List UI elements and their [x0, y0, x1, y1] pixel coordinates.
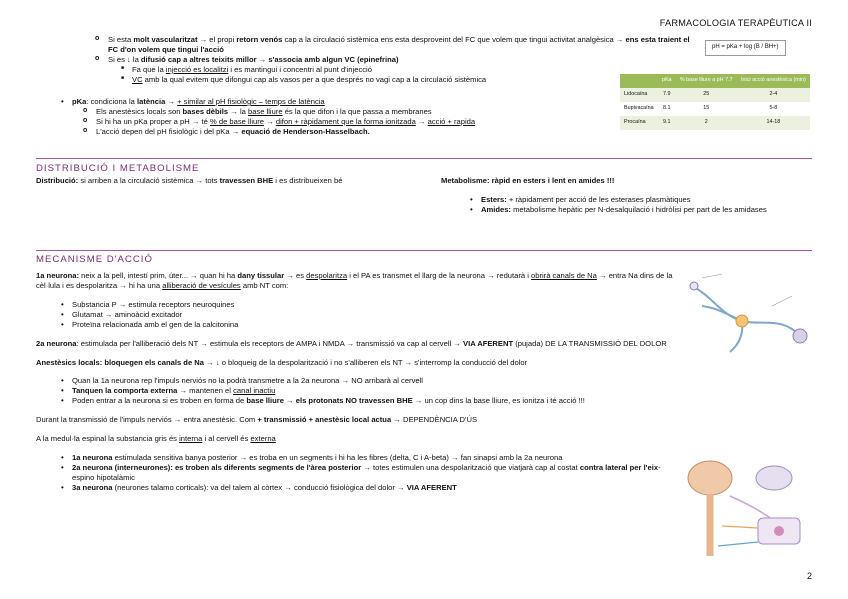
page-number: 2	[806, 571, 812, 582]
pka-table: pKa % base lliure a pH 7.7 Inici acció anestèsica (min) Lidocaïna 7.9 25 2-4 Bupivacaïna 8.1 15 5-8 Procaïna 9.1 2 14-18	[620, 74, 810, 130]
list-item: • 3a neurona (neurones talamo corticals): va del talem al còrtex → conducció fisiològica del dolor → VIA AFERENT	[72, 483, 662, 493]
paragraph-2a-neurona: 2a neurona: estimulada per l'alliberació dels NT → estimula els receptors de AMPA i NMDA → transmissió va cap al cervell → VIA AFERENT (pujada) DE LA TRANSMISSIÓ DEL DOLOR	[36, 339, 667, 349]
paragraph-medulla: A la medul·la espinal la substancia gris és interna i al cervell és externa	[36, 434, 276, 444]
mecanisme-text	[36, 271, 676, 493]
section-title-mecanisme: MECANISME D'ACCIÓ	[36, 254, 153, 265]
list-item: • 1a neurona estimulada sensitiva banya posterior → es troba en un segments i hi ha les fibres (delta, C i A-beta) → fan sinapsi amb la 2a neurona	[72, 453, 662, 463]
top-section	[108, 35, 698, 85]
distribucio-text: Distribució: si arriben a la circulació sistèmica → tots travessen BHE i es distribueixen bé	[36, 176, 343, 185]
brain-spinal-illustration	[682, 456, 812, 566]
bullet-esters: • Esters: + ràpidament per acció de les esterases plasmàtiques	[481, 195, 812, 205]
table-row: Procaïna 9.1 2 14-18	[620, 116, 810, 130]
list-item: • 2a neurona (interneurones): es troben als diferents segments de l'àrea posterior → totes estimulen una despolarització que viatjarà cap al costat contra lateral per l'eix- espino hipotalàmic	[72, 463, 662, 483]
bullet-pka-proper: o Si hi ha un pKa proper a pH → té % de base lliure → difon + ràpidament que la forma ionitzada → acció + rapida	[96, 117, 632, 127]
bullet-vc: ■ VC amb la qual evitem que difongui cap als vasos per a que després no vagi cap a la circulació sistèmica	[132, 75, 698, 85]
bullet-pka: • pKa: condiciona la latència → + similar al pH fisiològic – temps de latència o Els anestèsics locals son bases dèbils → la base lliure és la que difon i la que passa a membranes o Si hi ha un pKa proper a pH → té % de base lliure → difon + ràpidament que la forma ionitzada → acció + rapida o L'acció depen del pH fisiològic i del pKa → equació de Henderson-Hasselbach.	[72, 97, 632, 137]
henderson-formula: pH = pKa + log (B / BH+)	[705, 40, 786, 56]
neuron-illustration	[682, 266, 812, 356]
metabolisme-block: Metabolisme: ràpid en esters i lent en amides !!! • Esters: + ràpidament per acció de les esterases plasmàtiques • Amides: metabolisme hepàtic per N-desalquilació i hidròlisi per part de les amidases	[441, 176, 812, 215]
paragraph-1a-neurona: 1a neurona: neix a la pell, intestí prim, úter... → quan hi ha dany tissular → es despolaritza i el PA es transmet el llarg de la neurona → redutarà i obrirà canals de Na → entra Na dins de la cèl·lula i es despolaritza → hi ha una alliberació de vesícules amb NT com:	[36, 271, 673, 291]
section-rule	[36, 250, 812, 251]
list-item: • Glutamat → aminoàcid excitador	[72, 310, 676, 320]
section-title-distribucio: DISTRIBUCIÓ I METABOLISME	[36, 163, 200, 174]
bullet-difusio: o Si es ↓ la difusió cap a altres teixits millor → s'associa amb algun VC (epinefrina) ■ Fa que la injecció es localitzi i es mantingui i concentri al punt d'injecció ■ VC amb la qual evitem que difongui cap als vasos per a que després no vagi cap a la circulació sistèmica	[108, 55, 698, 85]
bullet-henderson: o L'acció depen del pH fisiològic i del pKa → equació de Henderson-Hasselbach.	[96, 127, 632, 137]
table-row: Lidocaïna 7.9 25 2-4	[620, 88, 810, 102]
paragraph-dependencia: Durant la transmissió de l'impuls nerviós → entra anestèsic. Com + transmissió + anestèsic local actua → DEPENDÈNCIA D'ÚS	[36, 415, 478, 425]
bullet-amides: • Amides: metabolisme hepàtic per N-desalquilació i hidròlisi per part de les amidases	[481, 205, 812, 215]
document-header: FARMACOLOGIA TERAPÈUTICA II	[659, 18, 812, 28]
list-item: • Substancia P → estimula receptors neuroquines	[72, 300, 676, 310]
paragraph-anestesics-locals: Anestèsics locals: bloquegen els canals de Na → ↓ o bloqueig de la despolarització i no s'alliberen els NT → s'interromp la conducció del dolor	[36, 358, 528, 368]
bullet-injeccio: ■ Fa que la injecció es localitzi i es mantingui i concentri al punt d'injecció	[132, 65, 698, 75]
section-rule	[36, 158, 812, 159]
list-item: • Poden entrar a la neurona si es troben en forma de base lliure → els protonats NO travessen BHE → un cop dins la base lliure, es ionitza i té acció !!!	[72, 396, 676, 406]
list-item: • Quan la 1a neurona rep l'impuls nerviós no la podrà transmetre a la 2a neurona → NO arribarà al cervell	[72, 376, 676, 386]
list-item: • Proteïna relacionada amb el gen de la calcitonina	[72, 320, 676, 330]
list-item: • Tanquen la comporta externa → mantenen el canal inactiu	[72, 386, 676, 396]
pka-section	[72, 97, 632, 137]
bullet-bases-debils: o Els anestèsics locals son bases dèbils → la base lliure és la que difon i la que passa a membranes	[96, 107, 632, 117]
bullet-vascularitzat: o Si esta molt vascularitzat → el propi retorn venós cap a la circulació sistèmica ens esta desproveint del FC que volem que tingui activitat analgèsica → ens esta traient el FC d'on volem que tingui l'acció	[108, 35, 698, 55]
table-row: Bupivacaïna 8.1 15 5-8	[624, 105, 778, 112]
